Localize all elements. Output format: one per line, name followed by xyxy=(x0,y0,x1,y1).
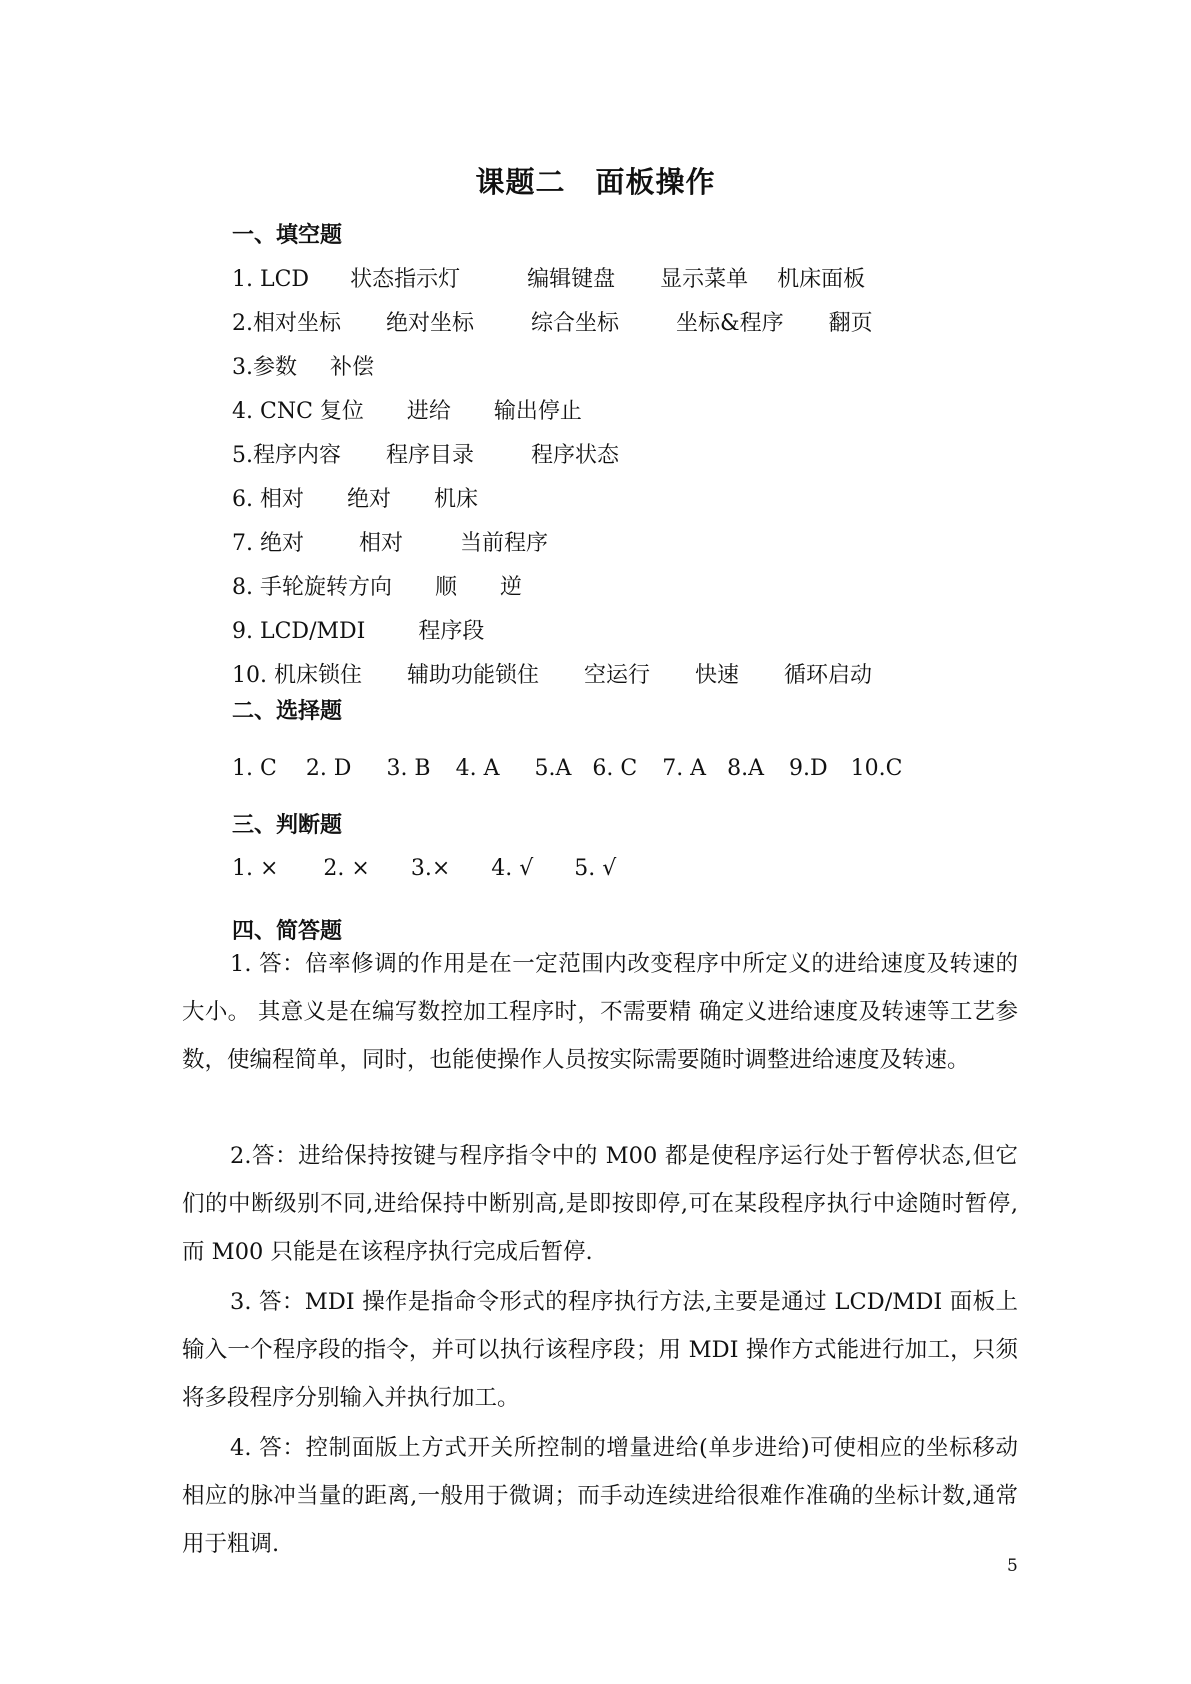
fill-item: 2.相对坐标 xyxy=(232,311,341,336)
fill-item: 显示菜单 xyxy=(660,267,749,292)
judge-answer: 1. × xyxy=(232,856,279,881)
section-heading-short: 四、简答题 xyxy=(232,919,343,944)
fill-line-8 xyxy=(232,570,522,601)
title-left: 课题二 xyxy=(475,165,566,199)
judge-answer: 4. √ xyxy=(491,856,534,881)
choice-answer: 3. B xyxy=(386,756,431,781)
fill-item: 空运行 xyxy=(584,663,651,688)
page-number: 5 xyxy=(1007,1556,1018,1576)
fill-item: 输出停止 xyxy=(493,399,582,424)
choice-answer: 9.D xyxy=(788,756,828,781)
page-title xyxy=(0,160,1191,201)
fill-item: 补偿 xyxy=(330,355,375,380)
choice-answer: 5.A xyxy=(534,756,572,781)
fill-item: 综合坐标 xyxy=(531,311,620,336)
fill-item: 顺 xyxy=(434,575,457,600)
fill-item: 相对 xyxy=(358,531,403,556)
fill-item: 程序目录 xyxy=(386,443,475,468)
fill-item: 编辑键盘 xyxy=(527,267,616,292)
fill-item: 6. 相对 xyxy=(232,487,304,512)
short-answer-3: 3. 答：MDI 操作是指命令形式的程序执行方法,主要是通过 LCD/MDI 面板上输入一个程序段的指令，并可以执行该程序段；用 MDI 操作方式能进行加工，只须将多段程序分别输入并执行加工。 xyxy=(182,1289,1018,1411)
judge-answer: 5. √ xyxy=(574,856,617,881)
fill-item: 1. LCD xyxy=(232,267,310,292)
fill-item: 机床面板 xyxy=(777,267,866,292)
fill-item: 坐标&程序 xyxy=(676,311,784,336)
fill-item: 程序状态 xyxy=(531,443,620,468)
fill-item: 当前程序 xyxy=(460,531,549,556)
fill-line-7 xyxy=(232,526,548,557)
fill-line-2 xyxy=(232,306,873,337)
fill-line-5 xyxy=(232,438,619,469)
judge-answer: 3.× xyxy=(410,856,451,881)
fill-line-9 xyxy=(232,614,484,645)
fill-item: 9. LCD/MDI xyxy=(232,619,366,644)
judge-answers-line xyxy=(232,856,616,881)
fill-item: 机床 xyxy=(434,487,479,512)
choice-answer: 1. C xyxy=(232,756,277,781)
fill-line-3 xyxy=(232,350,374,381)
choice-answer: 6. C xyxy=(592,756,638,781)
fill-item: 5.程序内容 xyxy=(232,443,341,468)
fill-item: 程序段 xyxy=(418,619,485,644)
fill-item: 进给 xyxy=(406,399,451,424)
fill-line-4 xyxy=(232,394,582,425)
fill-item: 辅助功能锁住 xyxy=(406,663,539,688)
fill-item: 翻页 xyxy=(828,311,873,336)
fill-item: 10. 机床锁住 xyxy=(232,663,362,688)
fill-line-1 xyxy=(232,262,865,293)
fill-item: 循环启动 xyxy=(784,663,873,688)
choice-answer: 4. A xyxy=(455,756,500,781)
short-answer-4: 4. 答：控制面版上方式开关所控制的增量进给(单步进给)可使相应的坐标移动相应的脉冲当量的距离,一般用于微调；而手动连续进给很难作准确的坐标计数,通常用于粗调. xyxy=(182,1435,1018,1557)
fill-item: 快速 xyxy=(695,663,740,688)
title-right: 面板操作 xyxy=(595,165,716,199)
section-heading-judge: 三、判断题 xyxy=(232,813,343,838)
fill-line-6 xyxy=(232,482,478,513)
fill-item: 绝对坐标 xyxy=(386,311,475,336)
choice-answers-line xyxy=(232,756,902,781)
choice-answer: 7. A xyxy=(662,756,707,781)
fill-item: 4. CNC 复位 xyxy=(232,399,364,424)
section-heading-fill: 一、填空题 xyxy=(232,223,343,248)
choice-answer: 10.C xyxy=(850,756,903,781)
fill-item: 绝对 xyxy=(346,487,391,512)
section-heading-choice: 二、选择题 xyxy=(232,699,343,724)
choice-answer: 2. D xyxy=(305,756,352,781)
fill-line-10 xyxy=(232,658,872,689)
choice-answer: 8.A xyxy=(727,756,764,781)
short-answer-1: 1. 答：倍率修调的作用是在一定范围内改变程序中所定义的进给速度及转速的大小。 其意义是在编写数控加工程序时，不需要精 确定义进给速度及转速等工艺参数，使编程简单，同时，也能使操作人员按实际需要随时调整进给速度及转速。 xyxy=(182,951,1018,1073)
fill-item: 逆 xyxy=(500,575,523,600)
fill-item: 7. 绝对 xyxy=(232,531,304,556)
fill-item: 3.参数 xyxy=(232,355,297,380)
judge-answer: 2. × xyxy=(323,856,370,881)
fill-item: 8. 手轮旋转方向 xyxy=(232,575,392,600)
fill-item: 状态指示灯 xyxy=(350,267,461,292)
short-answer-2: 2.答：进给保持按键与程序指令中的 M00 都是使程序运行处于暂停状态,但它们的中断级别不同,进给保持中断别高,是即按即停,可在某段程序执行中途随时暂停,而 M00 只能是在该程序执行完成后暂停. xyxy=(182,1143,1018,1265)
